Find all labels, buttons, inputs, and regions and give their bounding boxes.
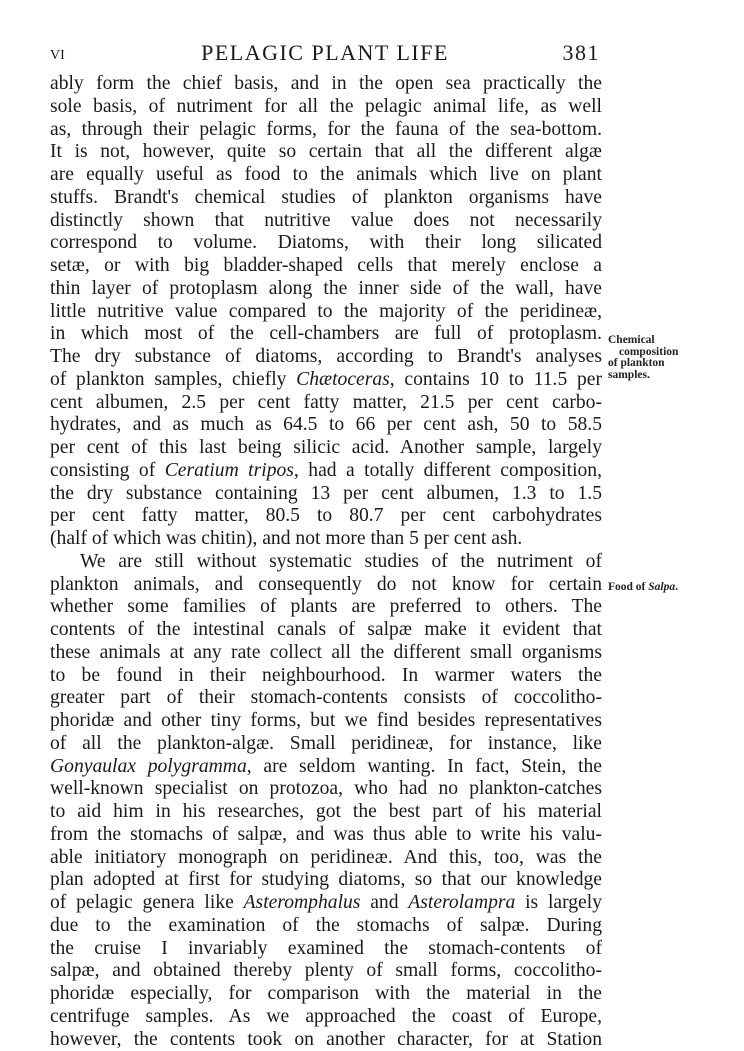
text-line: able initiatory monograph on peridineæ. And this, too, was the <box>50 847 602 870</box>
text-line: per cent of this last being silicic acid. Another sample, largely <box>50 437 602 460</box>
page-number: 381 <box>563 40 601 66</box>
text-line: to aid him in his researches, got the best part of his material <box>50 801 602 824</box>
text-line: well-known specialist on protozoa, who had no plankton-catches <box>50 778 602 801</box>
text-line: to be found in their neighbourhood. In warmer waters the <box>50 665 602 688</box>
running-title: PELAGIC PLANT LIFE <box>50 40 600 66</box>
text-line: of plankton samples, chiefly Chætoceras, contains 10 to 11.5 per <box>50 369 602 392</box>
text-line: (half of which was chitin), and not more than 5 per cent ash. <box>50 528 602 551</box>
body-text <box>50 73 602 1051</box>
text-line: distinctly shown that nutritive value does not necessarily <box>50 210 602 233</box>
text-line: plankton animals, and consequently do not know for certain <box>50 574 602 597</box>
text-line: The dry substance of diatoms, according to Brandt's analyses <box>50 346 602 369</box>
running-header <box>50 40 600 66</box>
text-line: phoridæ and other tiny forms, but we find besides representatives <box>50 710 602 733</box>
margin-note-line: composition <box>619 347 678 359</box>
text-line: It is not, however, quite so certain that all the different algæ <box>50 141 602 164</box>
text-line: as, through their pelagic forms, for the fauna of the sea-bottom. <box>50 119 602 142</box>
text-line: phoridæ especially, for comparison with the material in the <box>50 983 602 1006</box>
text-line: due to the examination of the stomachs of salpæ. During <box>50 915 602 938</box>
text-line: these animals at any rate collect all the different small organisms <box>50 642 602 665</box>
text-line: per cent fatty matter, 80.5 to 80.7 per cent carbohydrates <box>50 505 602 528</box>
text-line: however, the contents took on another character, for at Station <box>50 1029 602 1051</box>
text-line: ably form the chief basis, and in the open sea practically the <box>50 73 602 96</box>
text-line: centrifuge samples. As we approached the coast of Europe, <box>50 1006 602 1029</box>
text-line: thin layer of protoplasm along the inner side of the wall, have <box>50 278 602 301</box>
margin-note-line: of plankton <box>608 358 678 370</box>
text-line: consisting of Ceratium tripos, had a totally different composition, <box>50 460 602 483</box>
text-line: We are still without systematic studies of the nutriment of <box>50 551 602 574</box>
text-line: cent albumen, 2.5 per cent fatty matter, 21.5 per cent carbo- <box>50 392 602 415</box>
text-line: contents of the intestinal canals of salpæ make it evident that <box>50 619 602 642</box>
text-line: sole basis, of nutriment for all the pelagic animal life, as well <box>50 96 602 119</box>
chapter-numeral: VI <box>50 48 65 64</box>
text-line: whether some families of plants are preferred to others. The <box>50 596 602 619</box>
text-line: hydrates, and as much as 64.5 to 66 per cent ash, 50 to 58.5 <box>50 414 602 437</box>
margin-note-food-of-salpa: Food of Salpa. <box>608 582 678 594</box>
text-line: the cruise I invariably examined the stomach-contents of <box>50 938 602 961</box>
text-line: salpæ, and obtained thereby plenty of small forms, coccolitho- <box>50 960 602 983</box>
text-line: from the stomachs of salpæ, and was thus able to write his valu- <box>50 824 602 847</box>
margin-note-line: samples. <box>608 370 678 382</box>
margin-note-line: Chemical <box>608 335 678 347</box>
text-line: are equally useful as food to the animals which live on plant <box>50 164 602 187</box>
text-line: Gonyaulax polygramma, are seldom wanting. In fact, Stein, the <box>50 756 602 779</box>
text-line: greater part of their stomach-contents consists of coccolitho- <box>50 687 602 710</box>
text-line: in which most of the cell-chambers are full of protoplasm. <box>50 323 602 346</box>
margin-note-chemical-composition <box>608 335 678 381</box>
text-line: setæ, or with big bladder-shaped cells that merely enclose a <box>50 255 602 278</box>
text-line: of all the plankton-algæ. Small peridineæ, for instance, like <box>50 733 602 756</box>
text-line: little nutritive value compared to the majority of the peridineæ, <box>50 301 602 324</box>
text-line: the dry substance containing 13 per cent albumen, 1.3 to 1.5 <box>50 483 602 506</box>
text-line: correspond to volume. Diatoms, with their long silicated <box>50 232 602 255</box>
text-line: of pelagic genera like Asteromphalus and Asterolampra is largely <box>50 892 602 915</box>
text-line: plan adopted at first for studying diatoms, so that our knowledge <box>50 869 602 892</box>
text-line: stuffs. Brandt's chemical studies of plankton organisms have <box>50 187 602 210</box>
